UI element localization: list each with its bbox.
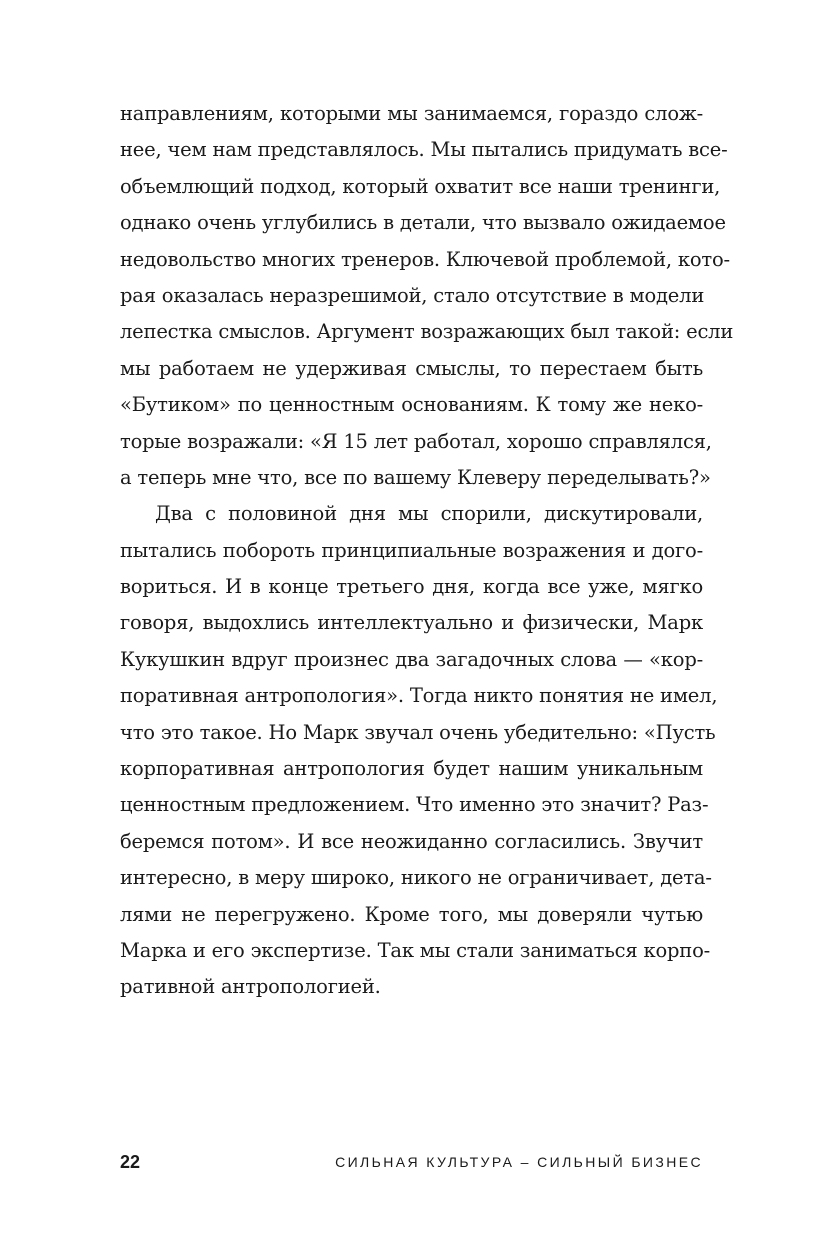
- text-line: однако очень углубились в детали, что вызвало ожидаемое: [120, 211, 726, 235]
- text-line: а теперь мне что, все по вашему Клеверу переделывать?»: [120, 465, 711, 489]
- text-line: Два с половиной дня мы спорили, дискутировали,: [155, 502, 703, 526]
- text-line: Марка и его экспертизе. Так мы стали заниматься корпо-: [120, 938, 711, 962]
- text-line: говоря, выдохлись интеллектуально и физически, Марк: [120, 611, 703, 635]
- text-line: вориться. И в конце третьего дня, когда все уже, мягко: [120, 575, 703, 599]
- text-line: поративная антропология». Тогда никто понятия не имел,: [120, 684, 718, 708]
- text-line: объемлющий подход, который охватит все наши тренинги,: [120, 174, 721, 198]
- text-line: пытались побороть принципиальные возражения и дого-: [120, 538, 703, 562]
- text-line: рая оказалась неразрешимой, стало отсутствие в модели: [120, 283, 705, 307]
- text-line: ративной антропологией.: [120, 975, 381, 999]
- text-line: нее, чем нам представлялось. Мы пытались придумать все-: [120, 138, 728, 162]
- text-line: ценностным предложением. Что именно это значит? Раз-: [120, 793, 709, 817]
- text-line: «Бутиком» по ценностным основаниям. К тому же неко-: [120, 393, 703, 417]
- text-line: лями не перегружено. Кроме того, мы доверяли чутью: [120, 902, 703, 926]
- text-line: Кукушкин вдруг произнес два загадочных слова — «кор-: [120, 647, 703, 671]
- text-line: беремся потом». И все неожиданно согласились. Звучит: [120, 829, 703, 853]
- text-line: торые возражали: «Я 15 лет работал, хорошо справлялся,: [120, 429, 712, 453]
- text-line: мы работаем не удерживая смыслы, то перестаем быть: [120, 356, 703, 380]
- text-line: корпоративная антропология будет нашим уникальным: [120, 757, 703, 781]
- running-title: СИЛЬНАЯ КУЛЬТУРА – СИЛЬНЫЙ БИЗНЕС: [335, 1154, 703, 1170]
- page-footer: [120, 1148, 703, 1178]
- text-line: направлениям, которыми мы занимаемся, гораздо слож-: [120, 102, 703, 125]
- page-body: [120, 96, 734, 1006]
- paragraph-2: [120, 496, 718, 1005]
- text-line: недовольство многих тренеров. Ключевой проблемой, кото-: [120, 247, 730, 271]
- text-line: лепестка смыслов. Аргумент возражающих был такой: если: [120, 320, 734, 344]
- page-number: 22: [120, 1152, 141, 1172]
- text-line: интересно, в меру широко, никого не ограничивает, дета-: [120, 866, 712, 890]
- text-line: что это такое. Но Марк звучал очень убедительно: «Пусть: [120, 720, 716, 744]
- paragraph-1: [120, 96, 734, 496]
